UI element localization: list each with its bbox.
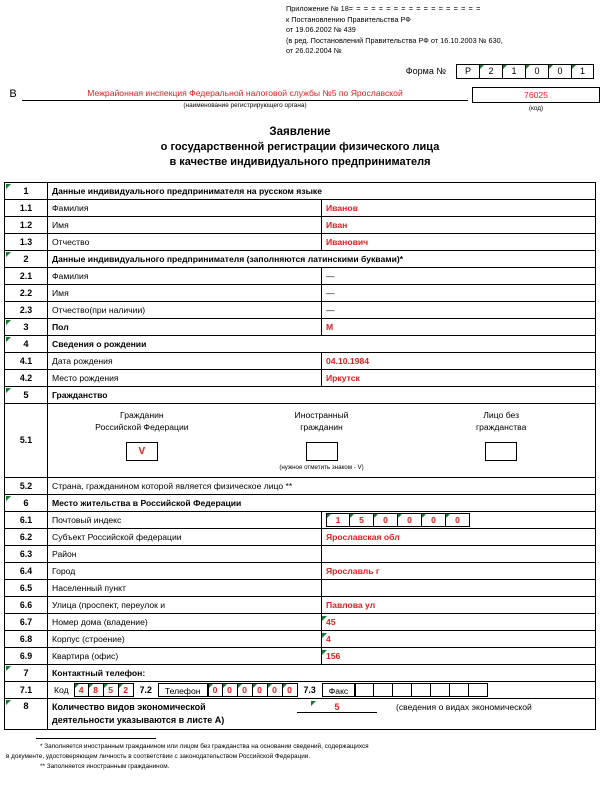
row-6-9-value-text: 156 [326, 650, 341, 661]
row-6-8-value-text: 4 [326, 633, 331, 644]
row-6-9-value[interactable] [322, 647, 596, 664]
row-4-1-label: Дата рождения [48, 352, 322, 369]
section-8-value[interactable]: 5 [297, 702, 377, 713]
header-line-5: от 26.02.2004 № [286, 46, 342, 56]
document-header [286, 0, 586, 57]
table-row [5, 698, 596, 729]
section-6-title: Место жительства в Российской Федерации [48, 494, 596, 511]
organ-prefix-letter: В [9, 87, 17, 100]
table-row [5, 250, 596, 267]
citizenship-rf-line1: Гражданин [120, 409, 164, 420]
form-cell-5: 0 [548, 64, 571, 79]
phone-digit-6[interactable]: 0 [283, 683, 298, 697]
citizenship-foreign-checkbox[interactable] [306, 442, 338, 461]
row-6-9-label: Квартира (офис) [48, 647, 322, 664]
row-6-7-number: 6.7 [5, 613, 48, 630]
row-2-2-value[interactable]: — [322, 284, 596, 301]
organ-name-block [22, 87, 468, 109]
table-row [5, 613, 596, 630]
organ-code-caption: (код) [528, 104, 544, 112]
section-3-value[interactable]: М [322, 318, 596, 335]
row-5-1-number: 5.1 [5, 403, 48, 477]
row-6-7-value[interactable] [322, 613, 596, 630]
citizenship-option-stateless[interactable] [411, 409, 591, 474]
table-row [5, 318, 596, 335]
row-1-3-value[interactable]: Иванович [322, 233, 596, 250]
section-4-title: Сведения о рождении [48, 335, 596, 352]
fax-number-cells [355, 683, 488, 697]
postal-digit-2[interactable]: 5 [350, 513, 374, 527]
row-6-1-label: Почтовый индекс [48, 511, 322, 528]
table-row [5, 301, 596, 318]
form-cell-1: Р [456, 64, 479, 79]
citizenship-rf-checkbox[interactable]: V [126, 442, 158, 461]
row-6-9-number: 6.9 [5, 647, 48, 664]
row-2-3-value[interactable]: — [322, 301, 596, 318]
table-row [5, 664, 596, 681]
form-table [4, 182, 596, 730]
footnote-divider [36, 738, 156, 739]
row-6-3-number: 6.3 [5, 545, 48, 562]
phone-digit-5[interactable]: 0 [268, 683, 283, 697]
footnote-2: ** Заполняется иностранным гражданином. [40, 762, 170, 770]
section-8-line1: Количество видов экономической [52, 701, 206, 712]
row-6-1-number: 6.1 [5, 511, 48, 528]
phone-row [48, 681, 596, 698]
citizenship-options [48, 403, 596, 477]
phone-digit-2[interactable]: 0 [223, 683, 238, 697]
row-6-5-number: 6.5 [5, 579, 48, 596]
row-1-1-number: 1.1 [5, 199, 48, 216]
header-line-3: от 19.06.2002 № 439 [286, 25, 356, 35]
header-appendix-text: Приложение № 18 [286, 4, 349, 13]
table-row [5, 335, 596, 352]
citizenship-option-rf[interactable] [52, 409, 232, 474]
row-6-2-number: 6.2 [5, 528, 48, 545]
section-3-number [5, 318, 48, 335]
title-sub-line2: в качестве индивидуального предпринимателя [169, 155, 431, 168]
row-4-2-label: Место рождения [48, 369, 322, 386]
title-sub-line1: о государственной регистрации физического лица [160, 140, 440, 153]
table-row [5, 596, 596, 613]
citizenship-rf-line2: Российской Федерации [95, 421, 189, 432]
row-2-3-number: 2.3 [5, 301, 48, 318]
phone-subsection-number: 7.2 [139, 684, 152, 695]
section-8-value-wrap [282, 701, 392, 713]
organ-code-block [472, 87, 600, 112]
phone-code-digit-1[interactable]: 4 [74, 683, 89, 697]
citizenship-foreign-line2: гражданин [300, 421, 343, 432]
row-6-7-value-text: 45 [326, 616, 336, 627]
section-6-corner-mark [6, 496, 11, 501]
table-row [5, 182, 596, 199]
row-6-8-label: Корпус (строение) [48, 630, 322, 647]
row-4-1-value[interactable]: 04.10.1984 [322, 352, 596, 369]
phone-code-digit-2[interactable]: 8 [89, 683, 104, 697]
table-row [5, 647, 596, 664]
section-1-number [5, 182, 48, 199]
section-7-title: Контактный телефон: [48, 664, 596, 681]
fax-digit-3[interactable] [393, 683, 412, 697]
table-row [5, 199, 596, 216]
table-row [5, 528, 596, 545]
section-4-num-text: 4 [23, 338, 29, 349]
postal-index-cells [322, 511, 596, 528]
table-row [5, 630, 596, 647]
fax-digit-7[interactable] [469, 683, 488, 697]
header-dashes: = = = = = = = = = = = = = = = = = = [348, 4, 481, 13]
fax-digit-2[interactable] [374, 683, 393, 697]
row-6-3-value[interactable] [322, 545, 596, 562]
row-6-4-number: 6.4 [5, 562, 48, 579]
postal-digit-4[interactable]: 0 [398, 513, 422, 527]
row-6-2-value[interactable]: Ярославская обл [322, 528, 596, 545]
row-4-2-value[interactable]: Иркутск [322, 369, 596, 386]
table-row [5, 386, 596, 403]
row-1-3-label: Отчество [48, 233, 322, 250]
table-row [5, 216, 596, 233]
row-5-2-label: Страна, гражданином которой является физическое лицо ** [48, 477, 596, 494]
organ-code-value[interactable]: 76025 [472, 87, 600, 103]
section-5-title: Гражданство [48, 386, 596, 403]
citizenship-option-foreign[interactable] [232, 409, 412, 474]
footnote-1-cont: в документе, удостоверяющем личность в соответствии с законодательством Российской Федерации. [6, 752, 311, 760]
header-line-appendix [286, 4, 586, 15]
section-3-label: Пол [48, 318, 322, 335]
fax-subsection-number: 7.3 [303, 684, 316, 695]
section-3-num-text: 3 [23, 321, 29, 332]
row-1-3-number: 1.3 [5, 233, 48, 250]
row-2-2-label: Имя [48, 284, 322, 301]
row-6-8-number: 6.8 [5, 630, 48, 647]
table-row [5, 545, 596, 562]
document-title [0, 124, 600, 170]
postal-digit-5[interactable]: 0 [422, 513, 446, 527]
organ-name-value[interactable]: Межрайонная инспекция Федеральной налоговой службы №5 по Ярославской [22, 87, 468, 101]
citizenship-stateless-line1: Лицо без [483, 409, 520, 420]
table-row [5, 284, 596, 301]
phone-number-cells [208, 683, 298, 697]
fax-digit-5[interactable] [431, 683, 450, 697]
header-line-2: к Постановлению Правительства РФ [286, 14, 411, 24]
section-3-corner-mark [6, 320, 11, 325]
row-6-4-value[interactable]: Ярославль г [322, 562, 596, 579]
form-number-label: Форма № [405, 66, 446, 77]
form-cell-2: 2 [479, 64, 502, 79]
section-2-number [5, 250, 48, 267]
row-6-6-value[interactable]: Павлова ул [322, 596, 596, 613]
row-2-1-value[interactable]: — [322, 267, 596, 284]
table-row [5, 511, 596, 528]
section-5-num-text: 5 [23, 389, 29, 400]
section-1-num-text: 1 [23, 185, 29, 196]
fax-label: Факс [322, 683, 355, 697]
registering-organ-row [0, 87, 600, 112]
citizenship-foreign-line1: Иностранный [294, 409, 349, 420]
row-5-2-number: 5.2 [5, 477, 48, 494]
section-8-text [52, 701, 282, 727]
fax-digit-4[interactable] [412, 683, 431, 697]
phone-code-label: Код [54, 684, 69, 695]
row-2-1-label: Фамилия [48, 267, 322, 284]
row-2-1-number: 2.1 [5, 267, 48, 284]
section-5-number [5, 386, 48, 403]
phone-digit-4[interactable]: 0 [253, 683, 268, 697]
row-1-2-number: 1.2 [5, 216, 48, 233]
section-7-num-text: 7 [23, 667, 29, 678]
section-2-title: Данные индивидуального предпринимателя (заполняются латинскими буквами)* [48, 250, 596, 267]
citizenship-stateless-checkbox[interactable] [485, 442, 517, 461]
row-6-2-label: Субъект Российской федерации [48, 528, 322, 545]
phone-digit-1[interactable]: 0 [208, 683, 223, 697]
row-6-3-label: Район [48, 545, 322, 562]
phone-code-digit-3[interactable]: 5 [104, 683, 119, 697]
organ-name-caption: (наименование регистрирующего органа) [183, 101, 307, 109]
section-8-corner-mark [6, 700, 11, 705]
fax-digit-1[interactable] [355, 683, 374, 697]
section-1-corner-mark [6, 184, 11, 189]
table-row [5, 477, 596, 494]
section-2-num-text: 2 [23, 253, 29, 264]
section-2-corner-mark [6, 252, 11, 257]
fax-digit-6[interactable] [450, 683, 469, 697]
table-row [5, 562, 596, 579]
section-8-num-text: 8 [23, 700, 29, 711]
section-6-num-text: 6 [23, 497, 29, 508]
title-main: Заявление [269, 125, 331, 138]
row-6-5-value[interactable] [322, 579, 596, 596]
header-line-4: (в ред. Постановлений Правительства РФ от 16.10.2003 № 630, [286, 35, 503, 45]
row-2-3-label: Отчество(при наличии) [48, 301, 322, 318]
section-6-number [5, 494, 48, 511]
row-4-2-number: 4.2 [5, 369, 48, 386]
row-1-1-value[interactable]: Иванов [322, 199, 596, 216]
row-6-6-label: Улица (проспект, переулок и [48, 596, 322, 613]
section-4-corner-mark [6, 337, 11, 342]
row-6-4-label: Город [48, 562, 322, 579]
row-6-7-label: Номер дома (владение) [48, 613, 322, 630]
form-number-row [0, 64, 600, 79]
row-2-2-number: 2.2 [5, 284, 48, 301]
postal-digit-6[interactable]: 0 [446, 513, 470, 527]
section-5-corner-mark [6, 388, 11, 393]
row-1-2-label: Имя [48, 216, 322, 233]
table-row [5, 681, 596, 698]
table-row [5, 579, 596, 596]
section-1-title: Данные индивидуального предпринимателя на русском языке [48, 182, 596, 199]
row-6-8-value[interactable] [322, 630, 596, 647]
section-7-number [5, 664, 48, 681]
row-7-1-number: 7.1 [5, 681, 48, 698]
table-row [5, 494, 596, 511]
table-row [5, 352, 596, 369]
row-4-1-number: 4.1 [5, 352, 48, 369]
table-row [5, 369, 596, 386]
citizenship-stateless-line2: гражданства [475, 421, 527, 432]
form-cell-4: 0 [525, 64, 548, 79]
row-6-5-label: Населенный пункт [48, 579, 322, 596]
row-1-2-value[interactable]: Иван [322, 216, 596, 233]
form-number-cells [456, 64, 594, 79]
section-8-number [5, 698, 48, 729]
form-cell-3: 1 [502, 64, 525, 79]
table-row [5, 233, 596, 250]
section-7-corner-mark [6, 666, 11, 671]
postal-digit-1[interactable]: 1 [326, 513, 350, 527]
citizenship-note: (нужное отметить знаком - V) [279, 463, 364, 471]
section-8-note: (сведения о видах экономической [396, 701, 532, 712]
footnote-1: * Заполняется иностранным гражданином или лицом без гражданства на основании сведений, содержащихся [40, 742, 369, 750]
section-8-content [48, 698, 596, 729]
form-cell-6: 1 [571, 64, 594, 79]
phone-code-digit-4[interactable]: 2 [119, 683, 134, 697]
phone-label: Телефон [158, 683, 208, 697]
table-row [5, 403, 596, 477]
section-8-line2: деятельности указываются в листе А) [52, 714, 225, 725]
phone-code-cells [74, 683, 134, 697]
postal-digit-3[interactable]: 0 [374, 513, 398, 527]
table-row [5, 267, 596, 284]
footnotes [0, 738, 600, 772]
row-1-1-label: Фамилия [48, 199, 322, 216]
section-4-number [5, 335, 48, 352]
phone-digit-3[interactable]: 0 [238, 683, 253, 697]
row-6-6-number: 6.6 [5, 596, 48, 613]
